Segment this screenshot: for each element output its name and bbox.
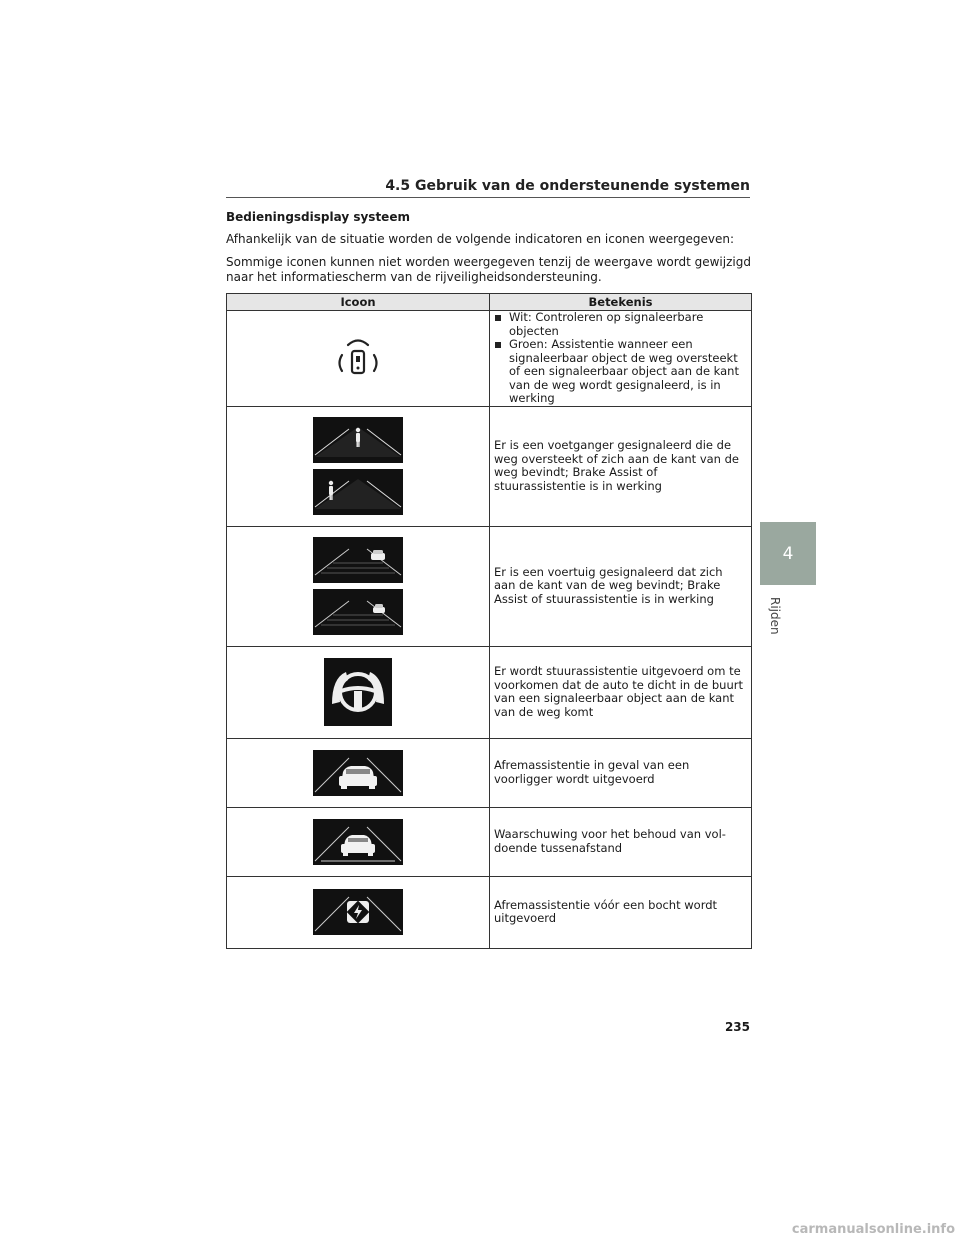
meaning-cell: Afremassistentie in geval van een voorligger wordt uitgevoerd	[490, 738, 752, 807]
meaning-cell: Afremassistentie vóór een bocht wordt uitgevoerd	[490, 876, 752, 948]
table-header-row	[227, 294, 752, 311]
icon-cell	[227, 526, 490, 646]
icon-cell	[227, 807, 490, 876]
indicator-table	[226, 293, 752, 949]
vehicle-roadside-icon	[313, 537, 403, 583]
icon-cell	[227, 646, 490, 738]
icon-cell	[227, 738, 490, 807]
meaning-cell: Waarschuwing voor het behoud van vol-doende tussenafstand	[490, 807, 752, 876]
table-row	[227, 311, 752, 407]
table-row	[227, 738, 752, 807]
intro-paragraph: Afhankelijk van de situatie worden de volgende indicatoren en iconen weergegeven:	[226, 232, 735, 246]
chapter-tab	[760, 522, 816, 585]
page-content	[226, 210, 752, 949]
meaning-cell: Er is een voetganger gesignaleerd die de weg oversteekt of zich aan de kant van de weg bevindt; Brake Assist of stuurassistentie is in werking	[490, 406, 752, 526]
icon-cell	[227, 311, 490, 407]
meaning-cell: Er is een voertuig gesignaleerd dat zich aan de kant van de weg bevindt; Brake Assist of stuurassistentie is in werking	[490, 526, 752, 646]
table-row	[227, 526, 752, 646]
chapter-header: 4.5 Gebruik van de ondersteunende systemen	[226, 178, 750, 198]
section-title: Bedieningsdisplay systeem	[226, 210, 410, 224]
page-number: 235	[724, 1020, 750, 1034]
note-paragraph: Sommige iconen kunnen niet worden weergegeven tenzij de weergave wordt gewijzigd naar het informatiescherm van de rijveiligheidsondersteuning.	[226, 255, 751, 284]
table-row	[227, 406, 752, 526]
header-meaning: Betekenis	[490, 294, 752, 311]
pedestrian-roadside-icon	[313, 469, 403, 515]
chapter-number: 4	[782, 543, 794, 564]
meaning-cell: Er wordt stuurassistentie uitgevoerd om te voorkomen dat de auto te dicht in de buurt van een signaleerbaar object aan de kant van de weg komt	[490, 646, 752, 738]
brake-assist-front-car-icon	[313, 750, 403, 796]
list-item: Wit: Controleren op signaleerbare objecten	[494, 311, 743, 338]
icon-cell	[227, 876, 490, 948]
table-row	[227, 876, 752, 948]
vehicle-roadside-icon-alt	[313, 589, 403, 635]
chapter-label: Rijden	[768, 597, 782, 635]
icon-cell	[227, 406, 490, 526]
curve-brake-assist-icon	[313, 889, 403, 935]
header-icon: Icoon	[227, 294, 490, 311]
phone-detection-icon	[328, 333, 388, 383]
steering-assist-icon	[324, 658, 392, 726]
table-row	[227, 646, 752, 738]
bullet-list	[494, 311, 743, 406]
watermark: carmanualsonline.info	[791, 1222, 955, 1237]
table-row	[227, 807, 752, 876]
list-item: Groen: Assistentie wanneer een signaleerbaar object de weg oversteekt of een signaleerbaar object aan de kant van de weg wordt gesignaleerd, is in werking	[494, 338, 743, 406]
meaning-cell	[490, 311, 752, 407]
distance-warning-icon	[313, 819, 403, 865]
pedestrian-warning-icon	[313, 417, 403, 463]
